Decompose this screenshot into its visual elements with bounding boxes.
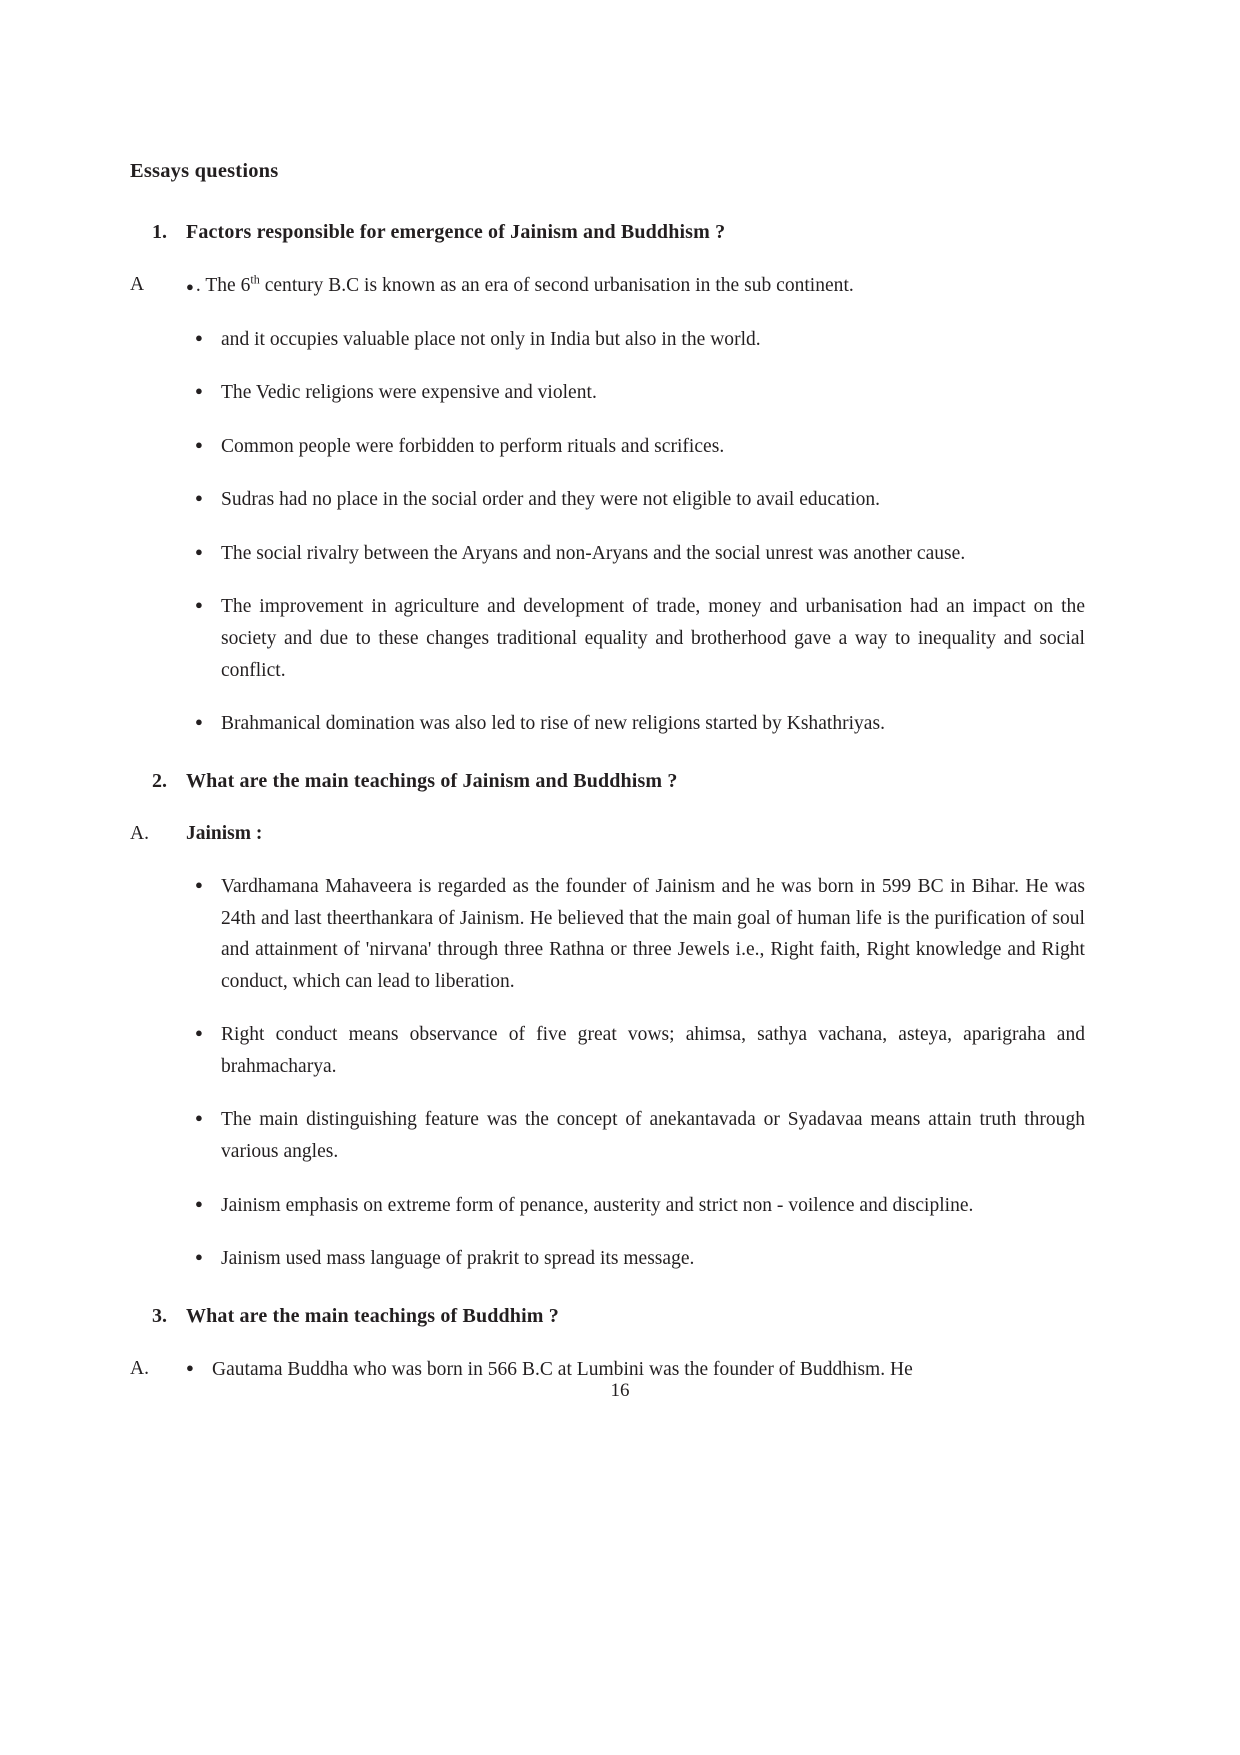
bullet-dot-icon [195,538,221,562]
bullet-dot-icon [195,1019,221,1043]
question-3-heading [130,1305,1085,1328]
question-3-number: 3. [152,1304,167,1327]
list-item-text: Jainism used mass language of prakrit to spread its message. [221,1248,695,1270]
list-item-text: The social rivalry between the Aryans and non-Aryans and the social unrest was another cause. [221,542,966,564]
answer-1-post: century B.C is known as an era of second urbanisation in the sub continent. [259,275,854,296]
question-2-text: What are the main teachings of Jainism and Buddhism ? [186,769,678,792]
page-title: Essays questions [130,160,279,182]
bullet-dot-icon: ● [186,279,194,294]
list-item [195,1190,1085,1222]
list-item [195,1243,1085,1275]
list-item [195,431,1085,463]
question-3-text: What are the main teachings of Buddhim ? [186,1304,559,1327]
page-number: 16 [610,1380,630,1401]
list-item [195,708,1085,740]
bullet-dot-icon [186,1354,212,1378]
answer-1-prefix: . [195,275,201,296]
list-item-text: The Vedic religions were expensive and violent. [221,382,597,404]
question-1-text: Factors responsible for emergence of Jainism and Buddhism ? [186,221,726,243]
bullet-dot-icon [195,708,221,732]
list-item [195,871,1085,997]
list-item-text: Jainism emphasis on extreme form of penance, austerity and strict non - voilence and discipline. [221,1194,974,1216]
list-item [195,324,1085,356]
answer-2-subheading: Jainism : [186,822,263,844]
list-item-text: Gautama Buddha who was born in 566 B.C at Lumbini was the founder of Buddhism. He [212,1358,913,1380]
list-item [195,591,1085,686]
list-item [195,377,1085,409]
list-item-text: Sudras had no place in the social order and they were not eligible to avail education. [221,489,881,511]
list-item-text: Vardhamana Mahaveera is regarded as the founder of Jainism and he was born in 599 BC in Bihar. He was 24th and last theerthankara of Jainism. He believed that the main goal of human life is the purification of soul and attainment of 'nirvana' through three Rathna or three Jewels i.e., Right faith, Right knowledge and Right conduct, which can lead to liberation. [221,876,1085,992]
answer-1-superscript: th [250,272,260,287]
list-item-text: and it occupies valuable place not only in India but also in the world. [221,328,761,350]
bullet-dot-icon [195,431,221,455]
list-item [195,1019,1085,1082]
answer-1-first-line-text [186,272,854,296]
answer-3-marker: A. [130,1357,149,1379]
bullet-dot-icon [195,324,221,348]
bullet-dot-icon [195,484,221,508]
answer-2-marker: A. [130,822,149,844]
bullet-dot-icon [195,1243,221,1267]
bullet-dot-icon [195,377,221,401]
answer-2-heading-row [130,819,1085,849]
list-item [195,538,1085,570]
list-item-text: Brahmanical domination was also led to rise of new religions started by Kshathriyas. [221,713,885,735]
question-1-number: 1. [152,221,167,243]
list-item-text: Common people were forbidden to perform rituals and scrifices. [221,435,725,457]
answer-1-marker: A [130,274,145,295]
bullet-dot-icon [195,591,221,615]
bullet-dot-icon [195,1190,221,1214]
list-item-text: The main distinguishing feature was the concept of anekantavada or Syadavaa means attain truth through various angles. [221,1109,1085,1163]
question-2-number: 2. [152,769,167,792]
list-item [195,484,1085,516]
list-item [195,1104,1085,1167]
answer-1-first-line [130,270,1085,302]
list-item-text: Right conduct means observance of five great vows; ahimsa, sathya vachana, asteya, aparigraha and brahmacharya. [221,1024,1085,1077]
answer-2-bullet-list [195,871,1085,1275]
question-2-heading [130,770,1085,793]
question-1-heading [130,221,1085,244]
bullet-dot-icon [195,1104,221,1128]
answer-1-bullet-list [195,324,1085,740]
bullet-dot-icon [195,871,221,895]
list-item-text: The improvement in agriculture and development of trade, money and urbanisation had an impact on the society and due to these changes traditional equality and brotherhood gave a way to inequality and social conflict. [221,596,1085,681]
answer-1-pre: The 6 [205,275,251,296]
